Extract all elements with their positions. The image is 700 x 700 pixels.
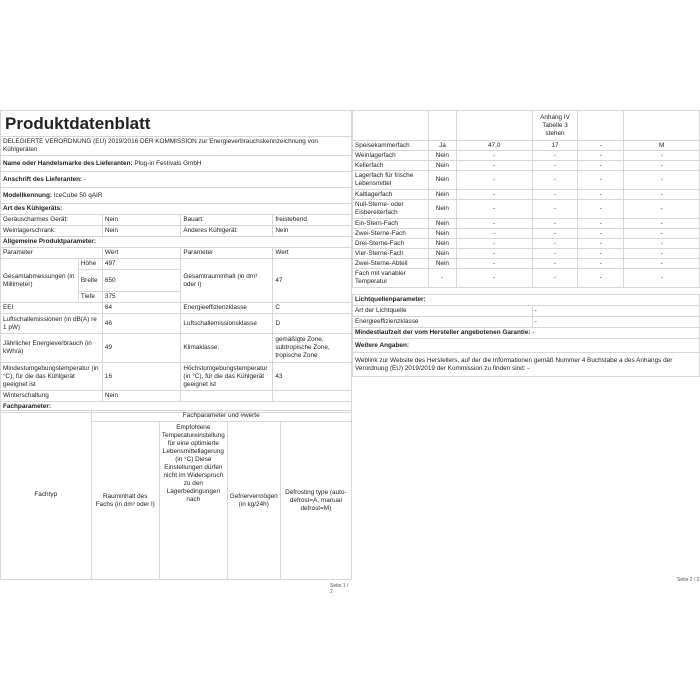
noise-value: 46 [102, 314, 180, 334]
compartment-name: Kaltlagerfach [353, 190, 429, 200]
light-table [352, 294, 700, 377]
breite-value: 650 [102, 270, 180, 292]
compartment-temp: - [532, 259, 578, 269]
compartment-row [353, 259, 700, 269]
noiseclass-value: D [273, 314, 352, 334]
anhang-empty-1 [353, 111, 429, 141]
anhang-empty-3 [456, 111, 532, 141]
other-label: Anderes Kühlgerät: [181, 226, 273, 237]
model-label: Modellkennung: [3, 191, 52, 199]
supplier-value: Plug-in Festivals GmbH [134, 159, 202, 167]
page-1 [0, 110, 352, 595]
compartment-freeze: - [578, 259, 624, 269]
compartment-present: Ja [428, 141, 456, 151]
compartment-temp: - [532, 161, 578, 171]
anhang-empty-2 [428, 111, 456, 141]
compartment-name: Vier-Sterne-Fach [353, 249, 429, 259]
supplier-label: Name oder Handelsmarke des Lieferanten: [3, 159, 133, 167]
build-value: freistehend [273, 215, 352, 226]
compartment-volume: - [456, 200, 532, 219]
value-col-1: Wert [102, 248, 180, 259]
winter-value: Nein [102, 391, 180, 402]
compartment-name: Ein-Stern-Fach [353, 219, 429, 229]
tiefe-value: 375 [102, 292, 180, 303]
climate-value: gemäßigte Zone, subtropische Zone, tropische Zone [273, 334, 352, 363]
energy-value: 49 [102, 334, 180, 363]
compartment-name: Lagerfach für frische Lebensmittel [353, 171, 429, 190]
compartment-freeze: - [578, 190, 624, 200]
wine-value: Nein [102, 226, 180, 237]
compartment-row [353, 151, 700, 161]
compartment-freeze: - [578, 200, 624, 219]
hoehe-label: Höhe [78, 259, 102, 270]
compartment-freeze: - [578, 249, 624, 259]
compartment-row [353, 171, 700, 190]
compartment-name: Speisekammerfach [353, 141, 429, 151]
compartment-defrost: - [624, 200, 700, 219]
compartment-temp: - [532, 249, 578, 259]
compartment-defrost: - [624, 229, 700, 239]
compartment-freeze: - [578, 141, 624, 151]
compartment-freeze: - [578, 269, 624, 288]
type-header: Art des Kühlgeräts: [1, 204, 352, 215]
compartment-volume: - [456, 219, 532, 229]
compartment-present: Nein [428, 229, 456, 239]
compartment-row [353, 269, 700, 288]
eclass-value: C [273, 303, 352, 314]
compartment-present: Nein [428, 249, 456, 259]
param-col-1: Parameter [1, 248, 103, 259]
compartment-name: Zwei-Sterne-Abteil [353, 259, 429, 269]
compartment-freeze: - [578, 229, 624, 239]
light-type-value: - [532, 306, 699, 317]
compartment-row [353, 200, 700, 219]
energy-label: Jährlicher Energieverbrauch (in kWh/a) [1, 334, 103, 363]
warranty-value: - [532, 329, 535, 336]
page-number: Seite 1 / 2 [330, 583, 349, 595]
compartment-name: Weinlagerfach [353, 151, 429, 161]
dims-label: Gesamtabmessungen (in Millimeter) [1, 259, 79, 303]
compartment-row [353, 249, 700, 259]
maxtemp-label: Höchstumgebungstemperatur (in °C), für die das Kühlgerät geeignet ist [181, 363, 273, 391]
fach-table [0, 410, 352, 580]
anhang-header: Anhang IV Tabelle 3 stehen [532, 111, 578, 141]
compartment-defrost: - [624, 190, 700, 200]
datasheet-table [0, 110, 352, 413]
compartment-freeze: - [578, 219, 624, 229]
address-row [1, 172, 352, 188]
compartment-temp: - [532, 219, 578, 229]
compartment-temp: - [532, 239, 578, 249]
compartment-temp: - [532, 151, 578, 161]
page-number: Seite 2 / 2 [677, 577, 700, 583]
compartment-temp: - [532, 269, 578, 288]
other-value: Nein [273, 226, 352, 237]
model-row [1, 188, 352, 204]
compartment-present: Nein [428, 171, 456, 190]
compartment-temp: 17 [532, 141, 578, 151]
compartment-temp: - [532, 229, 578, 239]
compartment-freeze: - [578, 151, 624, 161]
climate-label: Klimaklasse: [181, 334, 273, 363]
eclass-label: Energieeffizienzklasse [181, 303, 273, 314]
fach-header: Fachparameter: [1, 402, 352, 413]
gefrier-label: Gefriervermögen (in kg/24h) [227, 422, 280, 580]
compartment-volume: - [456, 229, 532, 239]
compartment-row [353, 190, 700, 200]
compartment-present: Nein [428, 161, 456, 171]
winter-empty-1 [181, 391, 273, 402]
compartment-name: Zwei-Sterne-Fach [353, 229, 429, 239]
compartment-temp: - [532, 200, 578, 219]
compartment-name: Fach mit variabler Temperatur [353, 269, 429, 288]
model-value: IceCube 50 qAIR [53, 191, 103, 199]
compartment-defrost: - [624, 269, 700, 288]
defrost-label: Defrosting type (auto-defrost=A, manual defrost=M) [280, 422, 351, 580]
compartment-defrost: - [624, 161, 700, 171]
light-class-value: - [532, 317, 699, 328]
compartment-row [353, 239, 700, 249]
light-header: Lichtquellenparameter: [353, 295, 700, 306]
wine-label: Weinlagerschrank: [1, 226, 103, 237]
compartment-defrost: - [624, 249, 700, 259]
compartment-defrost: - [624, 259, 700, 269]
hoehe-value: 497 [102, 259, 180, 270]
compartment-row [353, 141, 700, 151]
compartment-table [352, 110, 700, 288]
mintemp-label: Mindestumgebungstemperatur (in °C), für die das Kühlgerät geeignet ist [1, 363, 103, 391]
compartment-present: Nein [428, 219, 456, 229]
compartment-volume: - [456, 249, 532, 259]
volume-value: 47 [273, 259, 352, 303]
warranty-row [353, 328, 700, 339]
value-col-2: Wert [273, 248, 352, 259]
more-text: Weblink zur Website des Herstellers, auf der die Informationen gemäß Nummer 4 Buchstabe a des Anhangs der Verordnung (EU) 2019/2019 der Kommission zu finden sind: [355, 356, 673, 372]
compartment-temp: - [532, 171, 578, 190]
build-label: Bauart: [181, 215, 273, 226]
anhang-empty-5 [624, 111, 700, 141]
compartment-volume: 47,0 [456, 141, 532, 151]
eei-label: EEI [1, 303, 103, 314]
quiet-label: Geräuscharmes Gerät: [1, 215, 103, 226]
more-value: - [527, 364, 530, 372]
compartment-row [353, 161, 700, 171]
warranty-label: Mindestlaufzeit der vom Hersteller angebotenen Garantie: [355, 329, 531, 336]
compartment-present: Nein [428, 151, 456, 161]
compartment-row [353, 219, 700, 229]
compartment-freeze: - [578, 171, 624, 190]
compartment-defrost: - [624, 219, 700, 229]
param-col-2: Parameter [181, 248, 273, 259]
rauminhalt-label: Rauminhalt des Fachs (in dm³ oder l) [91, 422, 159, 580]
compartment-volume: - [456, 151, 532, 161]
compartment-present: - [428, 269, 456, 288]
eei-value: 64 [102, 303, 180, 314]
compartment-name: Kellerfach [353, 161, 429, 171]
compartment-present: Nein [428, 259, 456, 269]
light-class-label: Energieeffizienzklasse [353, 317, 533, 328]
compartment-defrost: - [624, 151, 700, 161]
fachtyp-label: Fachtyp [1, 411, 92, 580]
compartment-defrost: M [624, 141, 700, 151]
page-2 [352, 110, 700, 590]
compartment-defrost: - [624, 171, 700, 190]
address-label: Anschrift des Lieferanten: [3, 175, 83, 183]
general-header: Allgemeine Produktparameter: [1, 237, 352, 248]
compartment-temp: - [532, 190, 578, 200]
fach-params-header: Fachparameter und #werte [91, 411, 351, 422]
compartment-name: Null-Sterne- oder Eisbereiterfach [353, 200, 429, 219]
address-value: - [83, 175, 87, 183]
compartment-volume: - [456, 161, 532, 171]
quiet-value: Nein [102, 215, 180, 226]
noiseclass-label: Luftschallemissionsklasse [181, 314, 273, 334]
mintemp-value: 16 [102, 363, 180, 391]
compartment-present: Nein [428, 190, 456, 200]
compartment-row [353, 229, 700, 239]
compartment-volume: - [456, 171, 532, 190]
tiefe-label: Tiefe [78, 292, 102, 303]
temp-setting-label: Empfohlene Temperatureinstellung für eine optimierte Lebensmittellagerung (in °C) Diese Einstellungen dürfen nicht im Widerspruch zu den Lagerbedingungen nach [159, 422, 227, 580]
anhang-empty-4 [578, 111, 624, 141]
compartment-present: Nein [428, 200, 456, 219]
regulation-subtitle: DELEGIERTE VERORDNUNG (EU) 2019/2016 DER KOMMISSION zur Energieverbrauchskennzeichnung von Kühlgeräten [1, 137, 352, 156]
compartment-volume: - [456, 259, 532, 269]
page-title: Produktdatenblatt [1, 111, 352, 137]
supplier-row [1, 156, 352, 172]
winter-empty-2 [273, 391, 352, 402]
compartment-freeze: - [578, 239, 624, 249]
compartment-name: Drei-Sterne-Fach [353, 239, 429, 249]
compartment-freeze: - [578, 161, 624, 171]
compartment-present: Nein [428, 239, 456, 249]
breite-label: Breite [78, 270, 102, 292]
maxtemp-value: 43 [273, 363, 352, 391]
winter-label: Winterschaltung [1, 391, 103, 402]
light-type-label: Art der Lichtquelle [353, 306, 533, 317]
more-header: Weitere Angaben: [353, 339, 700, 353]
noise-label: Luftschallemissionen (in dB(A) re 1 pW) [1, 314, 103, 334]
compartment-defrost: - [624, 239, 700, 249]
more-row [353, 353, 700, 377]
compartment-volume: - [456, 269, 532, 288]
compartment-volume: - [456, 239, 532, 249]
volume-label: Gesamtrauminhalt (in dm³ oder l) [181, 259, 273, 303]
compartment-volume: - [456, 190, 532, 200]
